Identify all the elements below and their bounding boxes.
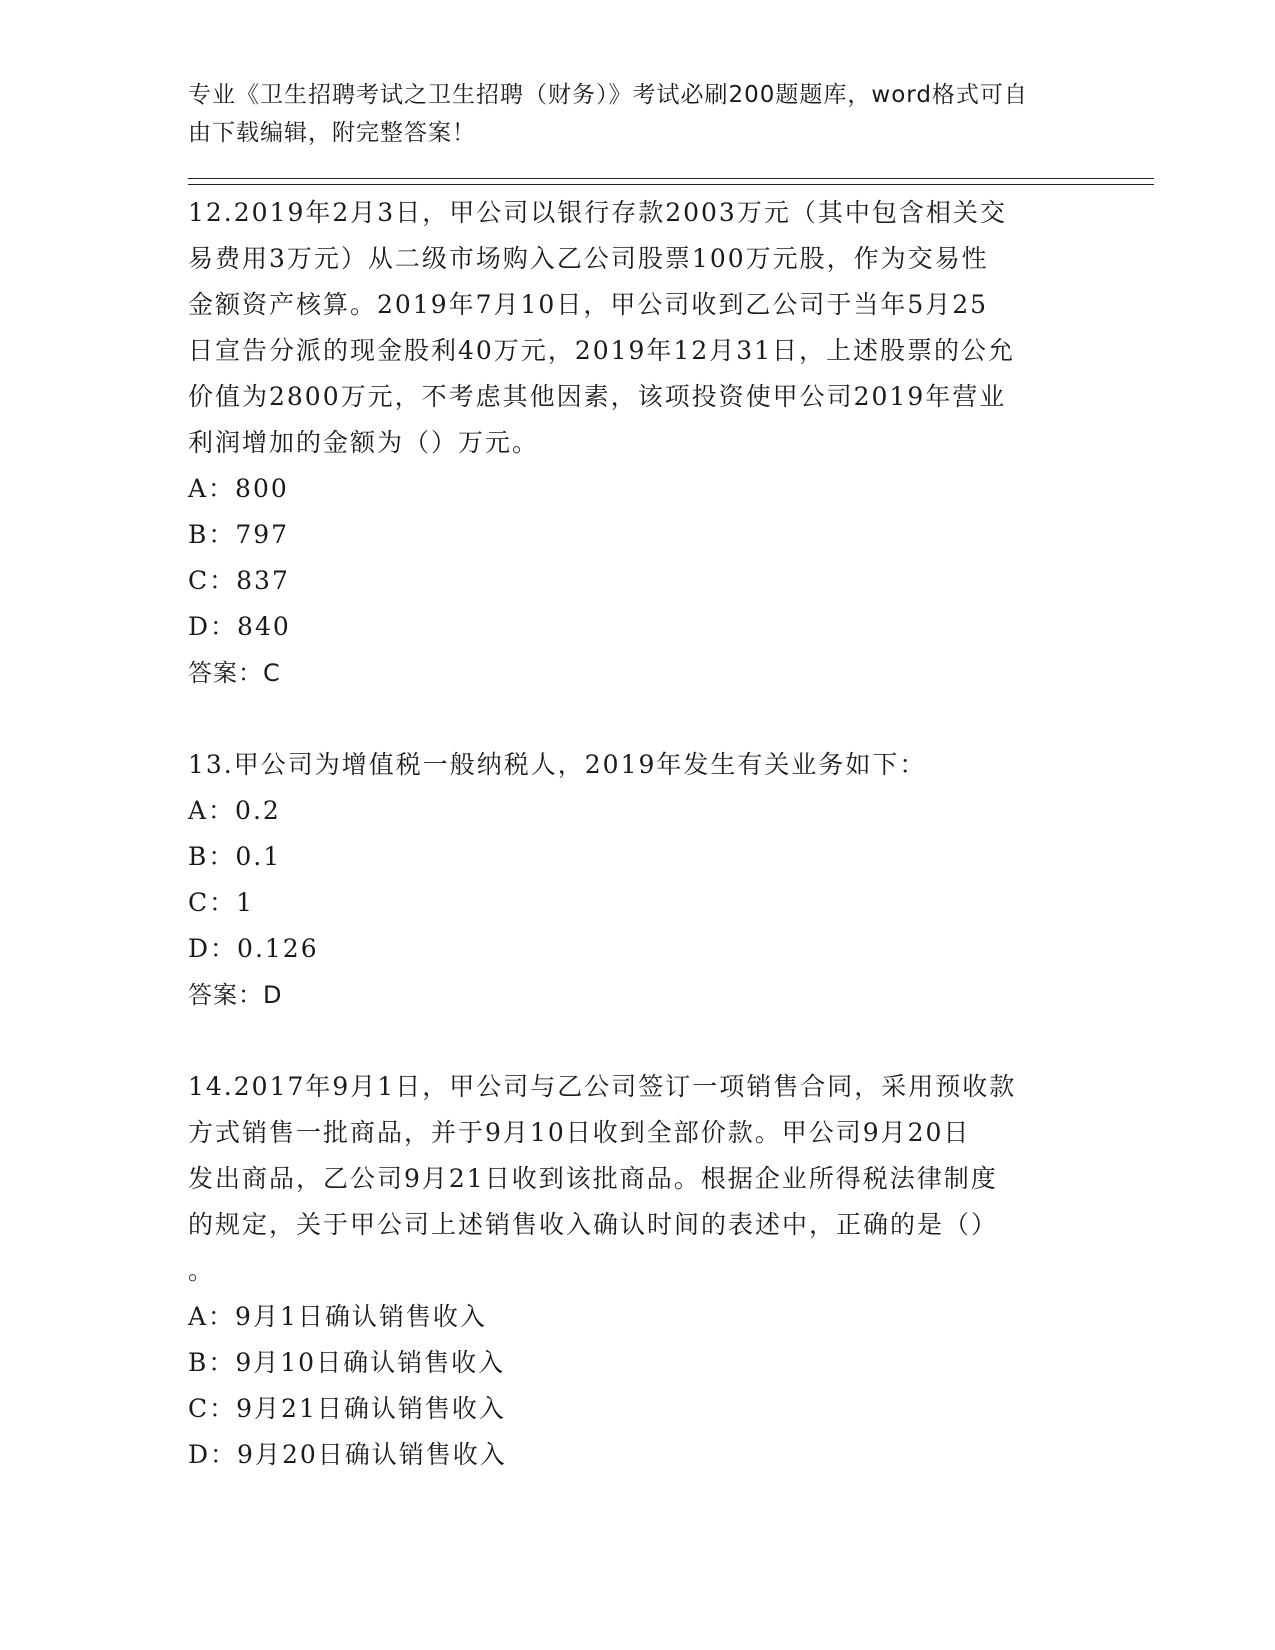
question-12 — [188, 190, 1088, 696]
question-spacer — [188, 696, 1088, 742]
question-text-line: 14.2017年9月1日，甲公司与乙公司签订一项销售合同，采用预收款 — [188, 1072, 1017, 1101]
option-a: A：9月1日确认销售收入 — [188, 1302, 487, 1331]
header-divider-bottom — [188, 184, 1154, 185]
answer-line: 答案：D — [188, 981, 283, 1009]
question-text-line: 的规定，关于甲公司上述销售收入确认时间的表述中，正确的是（） — [188, 1210, 999, 1239]
option-b: B：9月10日确认销售收入 — [188, 1348, 506, 1377]
question-13 — [188, 742, 1088, 1018]
option-d: D：9月20日确认销售收入 — [188, 1440, 507, 1469]
option-c: C：837 — [188, 566, 290, 595]
option-d: D：0.126 — [188, 934, 319, 963]
document-header — [188, 76, 1088, 152]
question-text-line: 价值为2800万元，不考虑其他因素，该项投资使甲公司2019年营业 — [188, 382, 1007, 411]
option-c: C：9月21日确认销售收入 — [188, 1394, 506, 1423]
question-text-line: 发出商品，乙公司9月21日收到该批商品。根据企业所得税法律制度 — [188, 1164, 998, 1193]
option-d: D：840 — [188, 612, 291, 641]
option-c: C：1 — [188, 888, 255, 917]
option-b: B：0.1 — [188, 842, 282, 871]
question-text-line: 易费用3万元）从二级市场购入乙公司股票100万元股，作为交易性 — [188, 244, 989, 273]
question-text-line: 13.甲公司为增值税一般纳税人，2019年发生有关业务如下： — [188, 750, 927, 779]
option-a: A：0.2 — [188, 796, 281, 825]
question-14 — [188, 1064, 1088, 1478]
question-text-line: 金额资产核算。2019年7月10日，甲公司收到乙公司于当年5月25 — [188, 290, 989, 319]
answer-line: 答案：C — [188, 659, 281, 687]
option-a: A：800 — [188, 474, 289, 503]
question-text-line: 方式销售一批商品，并于9月10日收到全部价款。甲公司9月20日 — [188, 1118, 971, 1147]
questions-content — [188, 190, 1088, 1478]
question-text-line: 日宣告分派的现金股利40万元，2019年12月31日，上述股票的公允 — [188, 336, 1016, 365]
question-spacer — [188, 1018, 1088, 1064]
question-text-line: 利润增加的金额为（）万元。 — [188, 428, 540, 457]
question-text-line: 12.2019年2月3日，甲公司以银行存款2003万元（其中包含相关交 — [188, 198, 1007, 227]
header-line-1: 专业《卫生招聘考试之卫生招聘（财务）》考试必刷200题题库，word格式可自 — [188, 82, 1028, 108]
header-divider-top — [188, 178, 1154, 179]
question-text-line: 。 — [188, 1256, 216, 1285]
header-line-2: 由下载编辑，附完整答案！ — [188, 120, 476, 146]
option-b: B：797 — [188, 520, 290, 549]
